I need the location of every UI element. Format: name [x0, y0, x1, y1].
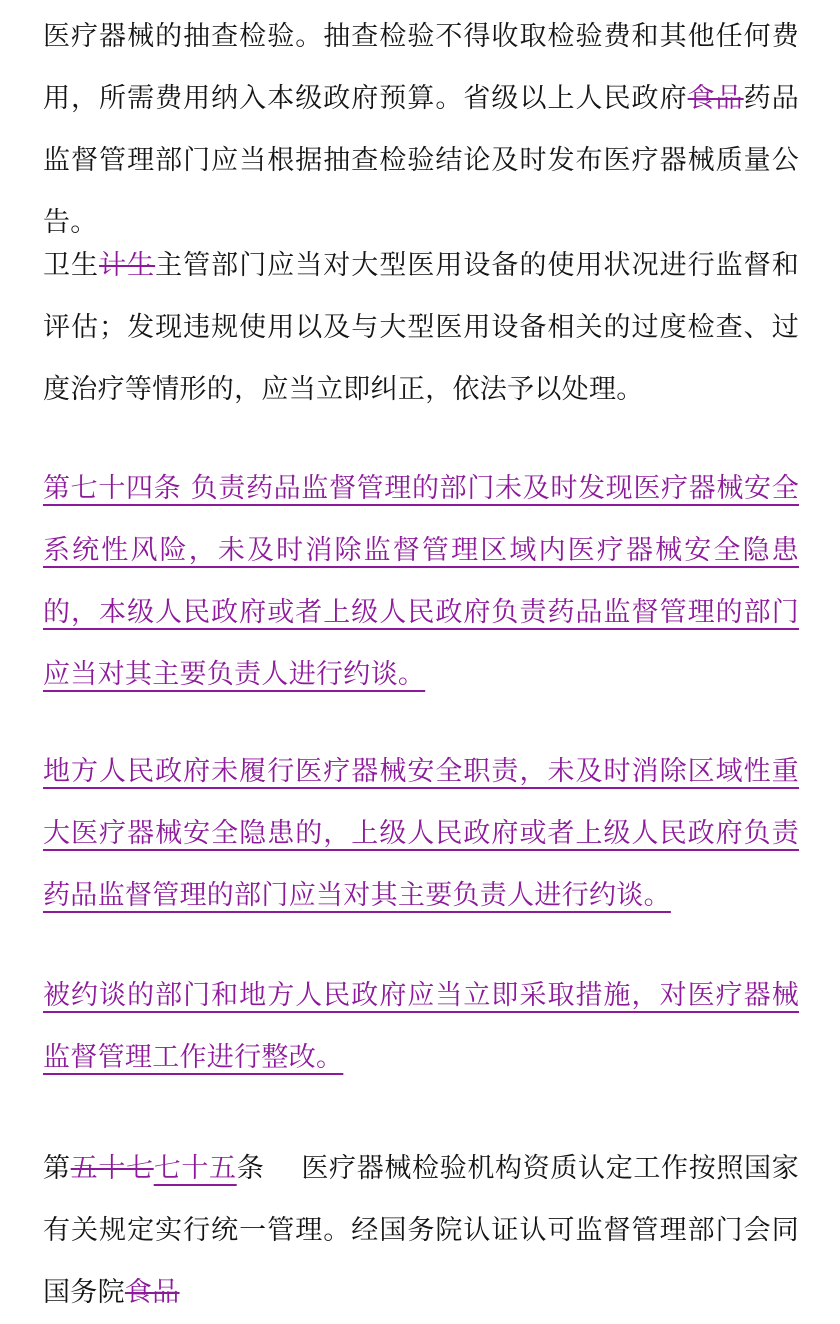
paragraph-text: 药品监督管理部门应当根据抽查检验结论及时发布医疗器械质量公告。: [43, 83, 799, 238]
paragraph-text: 医疗器械的抽查检验。抽查检验不得收取检验费和其他任何费用，所需费用纳入本级政府预算。省级以上人民政府: [43, 21, 799, 114]
paragraph-rectification: [43, 965, 799, 1089]
inserted-text: 七十五: [153, 1153, 237, 1184]
paragraph-text: 主管部门应当对大型医用设备的使用状况进行监督和评估；发现违规使用以及与大型医用设备相关的过度检查、过度治疗等情形的，应当立即纠正，依法予以处理。: [43, 250, 799, 405]
deleted-text: 五十七: [70, 1153, 154, 1184]
inserted-text: 被约谈的部门和地方人民政府应当立即采取措施，对医疗器械监督管理工作进行整改。: [43, 980, 799, 1073]
paragraph-text: 第: [43, 1153, 71, 1184]
paragraph-article-74: [43, 458, 799, 706]
paragraph-local-government: [43, 741, 799, 927]
paragraph-large-equipment: [43, 235, 799, 421]
paragraph-text: 条 医疗器械检验机构资质认定工作按照国家有关规定实行统一管理。经国务院认证认可监督管理部门会同国务院: [43, 1153, 800, 1308]
inserted-text: 地方人民政府未履行医疗器械安全职责，未及时消除区域性重大医疗器械安全隐患的，上级人民政府或者上级人民政府负责药品监督管理的部门应当对其主要负责人进行约谈。: [43, 756, 799, 911]
inserted-text: 第七十四条 负责药品监督管理的部门未及时发现医疗器械安全系统性风险，未及时消除监督管理区域内医疗器械安全隐患的，本级人民政府或者上级人民政府负责药品监督管理的部门应当对其主要负责人进行约谈。: [43, 473, 799, 690]
deleted-text: 计生: [99, 250, 156, 281]
paragraph-article-75: [43, 1138, 799, 1324]
deleted-text: 食品: [687, 83, 744, 114]
deleted-text: 食品: [124, 1277, 180, 1308]
paragraph-quality-announcement: [43, 6, 799, 254]
paragraph-text: 卫生: [43, 250, 100, 281]
